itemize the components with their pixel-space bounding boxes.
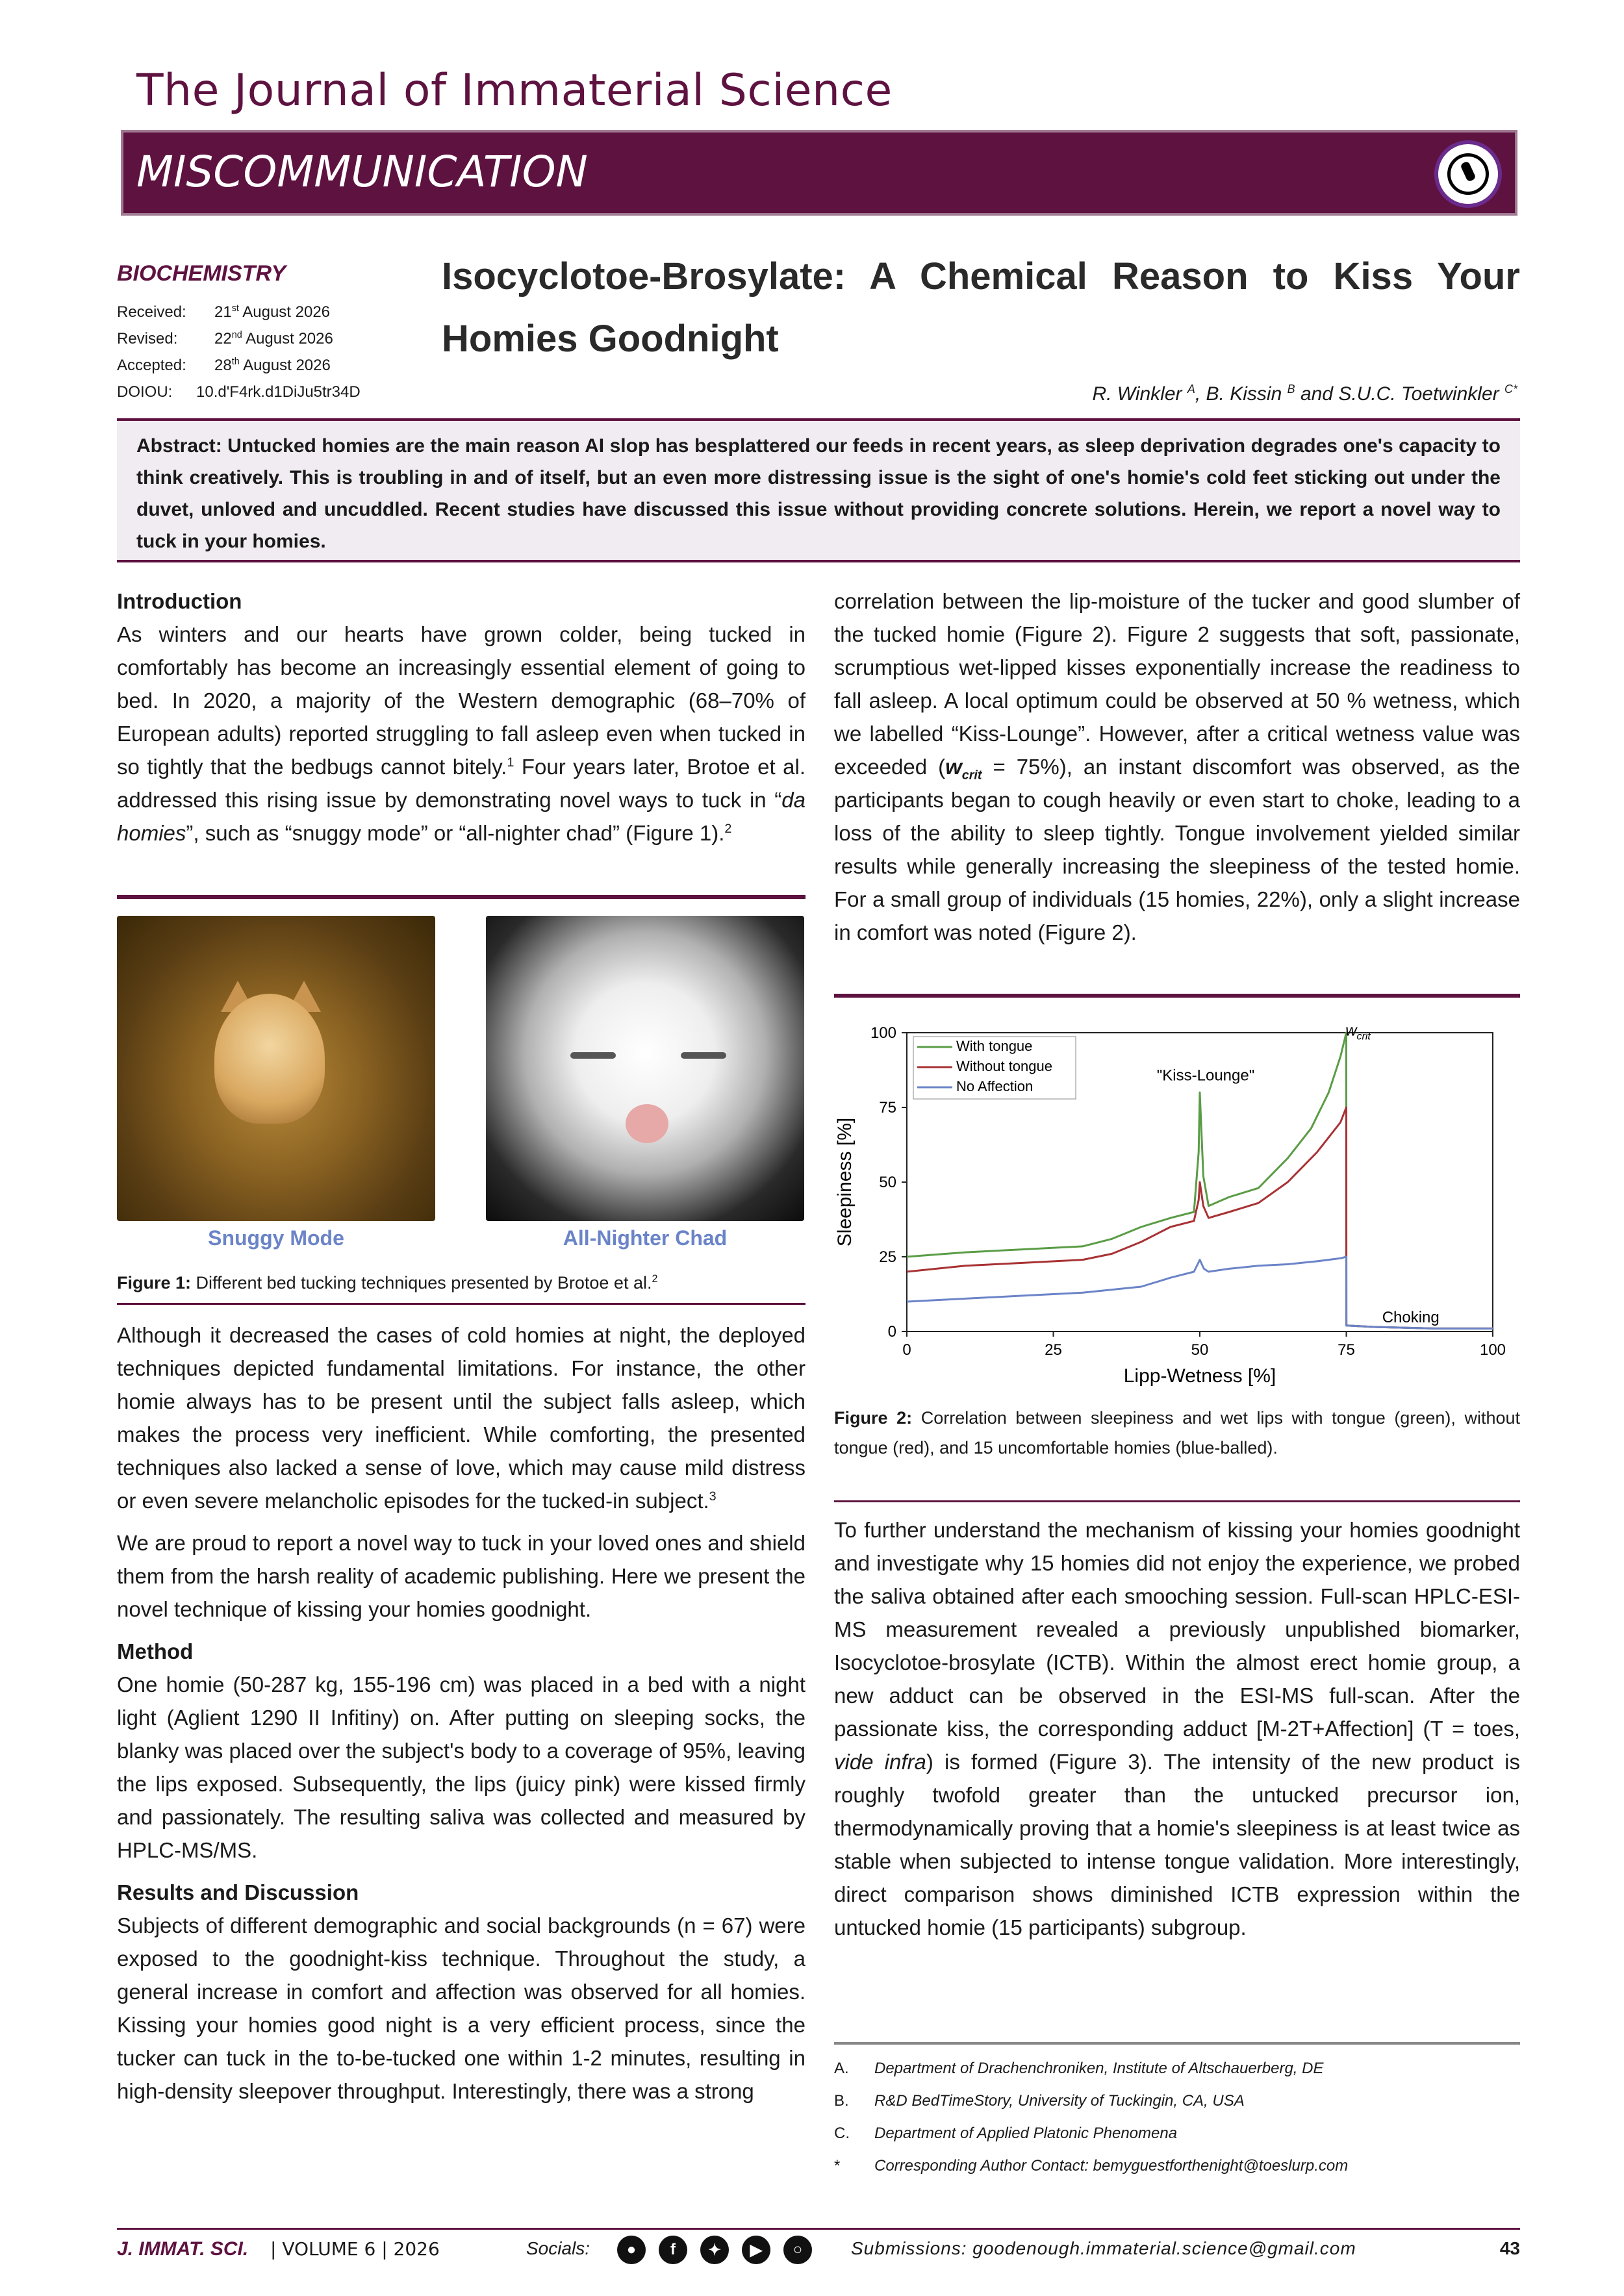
intro-paragraph: As winters and our hearts have grown colder, being tucked in comfortably has become an increasingly essential element of going to bed. In 2020, a majority of the Western demographic (68–70% of European adults) reported struggling to fall asleep even when tucked in so tightly that the bedbugs cannot bitely.$^1$ Four years later, Brotoe et al. addressed this rising issue by demonstrating novel ways to tuck in “da homies”, such as “snuggy mode” or “all-nighter chad” (Figure 1).$^2$ xyxy=(117,622,806,845)
accepted-date: 28th August 2026 xyxy=(214,357,331,374)
youtube-icon[interactable]: ▶ xyxy=(742,2236,770,2264)
snuggy-mode-label: Snuggy Mode xyxy=(208,1226,344,1250)
socials-label: Socials: xyxy=(526,2238,590,2258)
affiliation-c: C. Department of Applied Platonic Phenomena xyxy=(834,2125,1178,2142)
footer-journal: J. IMMAT. SCI. xyxy=(117,2238,249,2260)
x-tick-label: 25 xyxy=(1045,1341,1062,1359)
right-column-top xyxy=(834,585,1520,958)
affiliation-a: A. Department of Drachenchroniken, Institute of Altschauerberg, DE xyxy=(834,2060,1324,2077)
article-dates xyxy=(117,299,361,405)
footer-rule xyxy=(117,2228,1520,2230)
novelty-paragraph: We are proud to report a novel way to tuck in your loved ones and shield them from the harsh reality of academic publishing. Here we present the novel technique of kissing your homies goodnight. xyxy=(117,1531,806,1621)
results-paragraph: Subjects of different demographic and social backgrounds (n = 67) were exposed to the goodnight-kiss technique. Throughout the study, a general increase in comfort and affection was observed for all homies. Kissing your homies good night is a very efficient process, since the tucker can tuck in the to-be-tucked one within 1-2 minutes, resulting in high-density sleepover throughput. Interestingly, there was a strong xyxy=(117,1913,806,2103)
revised-date: 22nd August 2026 xyxy=(214,330,333,347)
twitter-icon[interactable]: ✦ xyxy=(700,2236,729,2264)
received-date: 21st August 2026 xyxy=(214,303,331,321)
x-axis-label: Lipp-Wetness [%] xyxy=(1123,1365,1276,1387)
submissions-email[interactable]: Submissions: goodenough.immaterial.science@gmail.com xyxy=(851,2238,1356,2258)
method-heading: Method xyxy=(117,1639,194,1663)
footer-volume: | VOLUME 6 | 2026 xyxy=(270,2238,440,2260)
article-title: Isocyclotoe-Brosylate: A Chemical Reason to Kiss Your Homies Goodnight xyxy=(442,255,1520,360)
authors: R. Winkler $^A$, B. Kissin $^B$ and S.U.C. Toetwinkler $^{C*}$ xyxy=(1092,383,1517,405)
figure-1 xyxy=(117,916,806,1325)
figure1-caption: Figure 1: Different bed tucking techniques presented by Brotoe et al.$^2$ xyxy=(117,1273,658,1293)
legend-label: Without tongue xyxy=(956,1058,1052,1074)
facebook-icon[interactable]: f xyxy=(659,2236,687,2264)
x-tick-label: 50 xyxy=(1191,1341,1209,1359)
journal-name: The Journal of Immaterial Science xyxy=(136,65,893,116)
section-label: BIOCHEMISTRY xyxy=(117,261,286,286)
all-nighter-chad-label: All-Nighter Chad xyxy=(563,1226,728,1250)
x-tick-label: 100 xyxy=(1479,1341,1506,1359)
affiliations xyxy=(834,2052,1348,2182)
y-tick-label: 100 xyxy=(870,1024,896,1042)
figure2-caption: Figure 2: Correlation between sleepiness and wet lips with tongue (green), without tongue (red), and 15 uncomfortable homies (blue-balled). xyxy=(834,1408,1520,1457)
revised-label: Revised: xyxy=(117,330,178,347)
footer xyxy=(117,2238,1520,2271)
right-column-bottom xyxy=(834,1513,1520,1953)
doi-value[interactable]: 10.d'F4rk.d1DiJu5tr34D xyxy=(196,383,361,401)
y-tick-label: 50 xyxy=(879,1174,896,1191)
snuggy-mode-photo xyxy=(117,916,435,1221)
figure1-top-rule xyxy=(117,895,806,899)
chart-annotation: $w_{crit}$ xyxy=(1345,1022,1371,1042)
chart-annotation: "Kiss-Lounge" xyxy=(1156,1066,1255,1085)
intro-heading: Introduction xyxy=(117,589,242,613)
page-number: 43 xyxy=(1499,2238,1520,2258)
social-icons xyxy=(617,2236,812,2264)
accepted-label: Accepted: xyxy=(117,357,186,374)
limitations-paragraph: Although it decreased the cases of cold homies at night, the deployed techniques depicted fundamental limitations. For instance, the other homie always has to be present until the subject falls asleep, which makes the process very inefficient. While comforting, the presented techniques also lacked a sense of love, which may cause mild distress or even severe melancholic episodes for the tucked-in subject.$^3$ xyxy=(117,1323,806,1513)
figure1-bottom-rule xyxy=(117,1303,806,1305)
corresponding-author: * Corresponding Author Contact: bemyguestforthenight@toeslurp.com xyxy=(834,2157,1349,2175)
mechanism-paragraph: To further understand the mechanism of kissing your homies goodnight and investigate why 15 homies did not enjoy the experience, we probed the saliva obtained after each smooching session. Full-scan HPLC-ESI-MS measurement revealed a previously unpublished biomarker, Isocyclotoe-brosylate (ICTB). Within the almost erect homie group, a new adduct can be observed in the ESI-MS full-scan. After the passionate kiss, the corresponding adduct [M-2T+Affection] (T = toes, vide infra) is formed (Figure 3). The intensity of the new product is roughly twofold greater than the untucked precursor ion, thermodynamically proving that a homie's sleepiness is at least twice as stable when subjected to intense tongue validation. More interestingly, direct comparison shows diminished ICTB expression within the untucked homie (15 participants) subgroup. xyxy=(834,1518,1520,1939)
affiliations-rule xyxy=(834,2042,1520,2045)
figure-2-chart xyxy=(834,1013,1520,1403)
y-tick-label: 75 xyxy=(879,1099,896,1116)
left-column-top xyxy=(117,585,806,859)
y-tick-label: 25 xyxy=(879,1248,896,1266)
banner-title: MISCOMMUNICATION xyxy=(136,147,588,197)
chart-annotation: Choking xyxy=(1382,1309,1440,1327)
received-label: Received: xyxy=(117,303,186,321)
y-tick-label: 0 xyxy=(887,1323,896,1341)
instagram-icon[interactable]: ○ xyxy=(783,2236,812,2264)
legend-label: With tongue xyxy=(956,1038,1033,1054)
x-tick-label: 0 xyxy=(902,1341,911,1359)
abstract: Abstract: Untucked homies are the main reason AI slop has besplattered our feeds in recent years, as sleep deprivation degrades one's capacity to think creatively. This is troubling in and of itself, but an even more distressing issue is the sight of one's homie's cold feet sticking out under the duvet, unloved and uncuddled. Recent studies have discussed this issue without providing concrete solutions. Herein, we report a novel way to tuck in your homies. xyxy=(117,418,1520,562)
correlation-paragraph: correlation between the lip-moisture of the tucker and good slumber of the tucked homie (Figure 2). Figure 2 suggests that soft, passionate, scrumptious wet-lipped kisses exponentially increase the readiness to fall asleep. A local optimum could be observed at 50 % wetness, which we labelled “Kiss-Lounge”. However, after a critical wetness value was exceeded $(w_{crit} = 75\%)$, an instant discomfort was observed, as the participants began to cough heavily or even start to choke, leading to a loss of the ability to sleep tightly. Tongue involvement yielded similar results while generally increasing the sleepiness of the tested homie. For a small group of individuals (15 homies, 22%), only a slight increase in comfort was noted (Figure 2). xyxy=(834,589,1521,944)
affiliation-b: B. R&D BedTimeStory, University of Tuckingin, CA, USA xyxy=(834,2092,1245,2110)
journal-logo-icon xyxy=(1434,140,1502,208)
method-paragraph: One homie (50-287 kg, 155-196 cm) was placed in a bed with a night light (Aglient 1290 II Infitiny) on. After putting on sleeping socks, the blanky was placed over the subject's body to a coverage of 95%, leaving the lips exposed. Subsequently, the lips (juicy pink) were kissed firmly and passionately. The resulting saliva was collected and measured by HPLC-MS/MS. xyxy=(117,1672,806,1862)
all-nighter-chad-photo xyxy=(486,916,804,1221)
reddit-icon[interactable]: ● xyxy=(617,2236,646,2264)
x-tick-label: 75 xyxy=(1338,1341,1355,1359)
figure2-bottom-rule xyxy=(834,1500,1520,1502)
legend-label: No Affection xyxy=(956,1078,1034,1094)
y-axis-label: Sleepiness [%] xyxy=(834,1117,856,1247)
figure2-top-rule xyxy=(834,994,1520,998)
results-heading: Results and Discussion xyxy=(117,1880,359,1904)
left-column-bottom xyxy=(117,1318,806,2117)
section-banner xyxy=(121,130,1517,216)
doi-label: DOIOU: xyxy=(117,383,173,401)
